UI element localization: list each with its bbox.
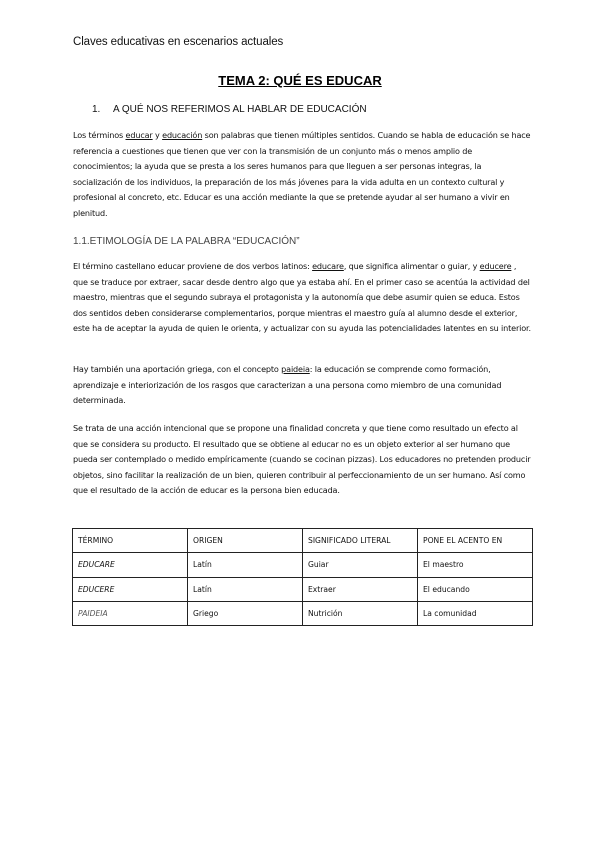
section-heading-text: A QUÉ NOS REFERIMOS AL HABLAR DE EDUCACIÓN	[113, 104, 367, 115]
table-header-cell: PONE EL ACENTO EN	[418, 529, 533, 553]
table-cell-emphasis: La comunidad	[418, 601, 533, 625]
table-cell-term: EDUCERE	[73, 577, 188, 601]
table-header-cell: SIGNIFICADO LITERAL	[303, 529, 418, 553]
table-cell-origin: Griego	[188, 601, 303, 625]
table-cell-term: EDUCARE	[73, 553, 188, 577]
underlined-term: educación	[162, 130, 203, 140]
table-row	[73, 553, 533, 577]
page-header: Claves educativas en escenarios actuales	[73, 36, 284, 48]
table-header-row	[73, 529, 533, 553]
text-run: , que significa alimentar o guiar, y	[343, 261, 480, 271]
table-header-cell: TÉRMINO	[73, 529, 188, 553]
paragraph-intentional-action: Se trata de una acción intencional que se propone una finalidad concreta y que tiene como resultado un efecto al que se considera su producto. El resultado que se obtiene al educar no es un objeto exterior al ser humano que pueda ser contemplado o medido empíricamente (cuando se cocinan pizzas). Los educadores no pretenden producir objetos, sino facilitar la realización de un bien, quieren contribuir al perfeccionamiento de un ser humano. Así como que el resultado de la acción de educar es la persona bien educada.	[73, 423, 531, 496]
table-cell-meaning: Extraer	[303, 577, 418, 601]
page-title	[0, 73, 600, 88]
table-cell-term: PAIDEIA	[73, 601, 188, 625]
subsection-heading: 1.1.ETIMOLOGÍA DE LA PALABRA “EDUCACIÓN”	[73, 236, 300, 247]
paragraph-paideia	[73, 362, 533, 409]
table-row	[73, 577, 533, 601]
text-run: : la educación se comprende como formación, aprendizaje e interiorización de los rasgos que caracterizan a una persona como miembro de una comunidad determinada.	[73, 364, 502, 406]
underlined-term: educare	[312, 261, 344, 271]
section-number: 1.	[92, 104, 101, 115]
table-cell-origin: Latín	[188, 577, 303, 601]
paragraph-etymology	[73, 259, 533, 337]
table-cell-emphasis: El maestro	[418, 553, 533, 577]
text-run: Hay también una aportación griega, con el concepto	[73, 364, 282, 374]
underlined-term: educere	[479, 261, 512, 271]
table-cell-emphasis: El educando	[418, 577, 533, 601]
paragraph-definition	[73, 128, 533, 222]
table-row	[73, 601, 533, 625]
terms-table	[72, 528, 533, 626]
text-run: , que se traduce por extraer, sacar desde dentro algo que ya estaba ahí. En el primer caso se acentúa la actividad del maestro, mientras que el segundo subraya el protagonista y la autonomía que debe asumir quien se educa. Estos dos sentidos deben considerarse complementarios, porque mientras el maestro guía al alumno desde el exterior, este ha de aceptar la ayuda de quien le orienta, y actualizar con su ayuda las potencialidades latentes en su interior.	[73, 261, 531, 334]
text-run: Los términos	[73, 130, 126, 140]
section-heading	[92, 104, 367, 115]
table-cell-origin: Latín	[188, 553, 303, 577]
text-run: y	[152, 130, 163, 140]
underlined-term: educar	[125, 130, 153, 140]
title-text: TEMA 2: QUÉ ES EDUCAR	[218, 73, 382, 88]
table-header-cell: ORIGEN	[188, 529, 303, 553]
text-run: El término castellano educar proviene de dos verbos latinos:	[73, 261, 313, 271]
text-run: son palabras que tienen múltiples sentidos. Cuando se habla de educación se hace referencia a cuestiones que tienen que ver con la transmisión de un conjunto más o menos amplio de conocimientos; la ayuda que se presta a los seres humanos para que lleguen a ser personas integras, la socialización de los individuos, la preparación de los más jóvenes para la vida adulta en un contexto cultural y profesional al concreto, etc. Educar es una acción mediante la que se pretende ayudar al ser humano a vivir en plenitud.	[73, 130, 531, 218]
table-cell-meaning: Nutrición	[303, 601, 418, 625]
table-cell-meaning: Guiar	[303, 553, 418, 577]
underlined-term: paideia	[281, 364, 310, 374]
